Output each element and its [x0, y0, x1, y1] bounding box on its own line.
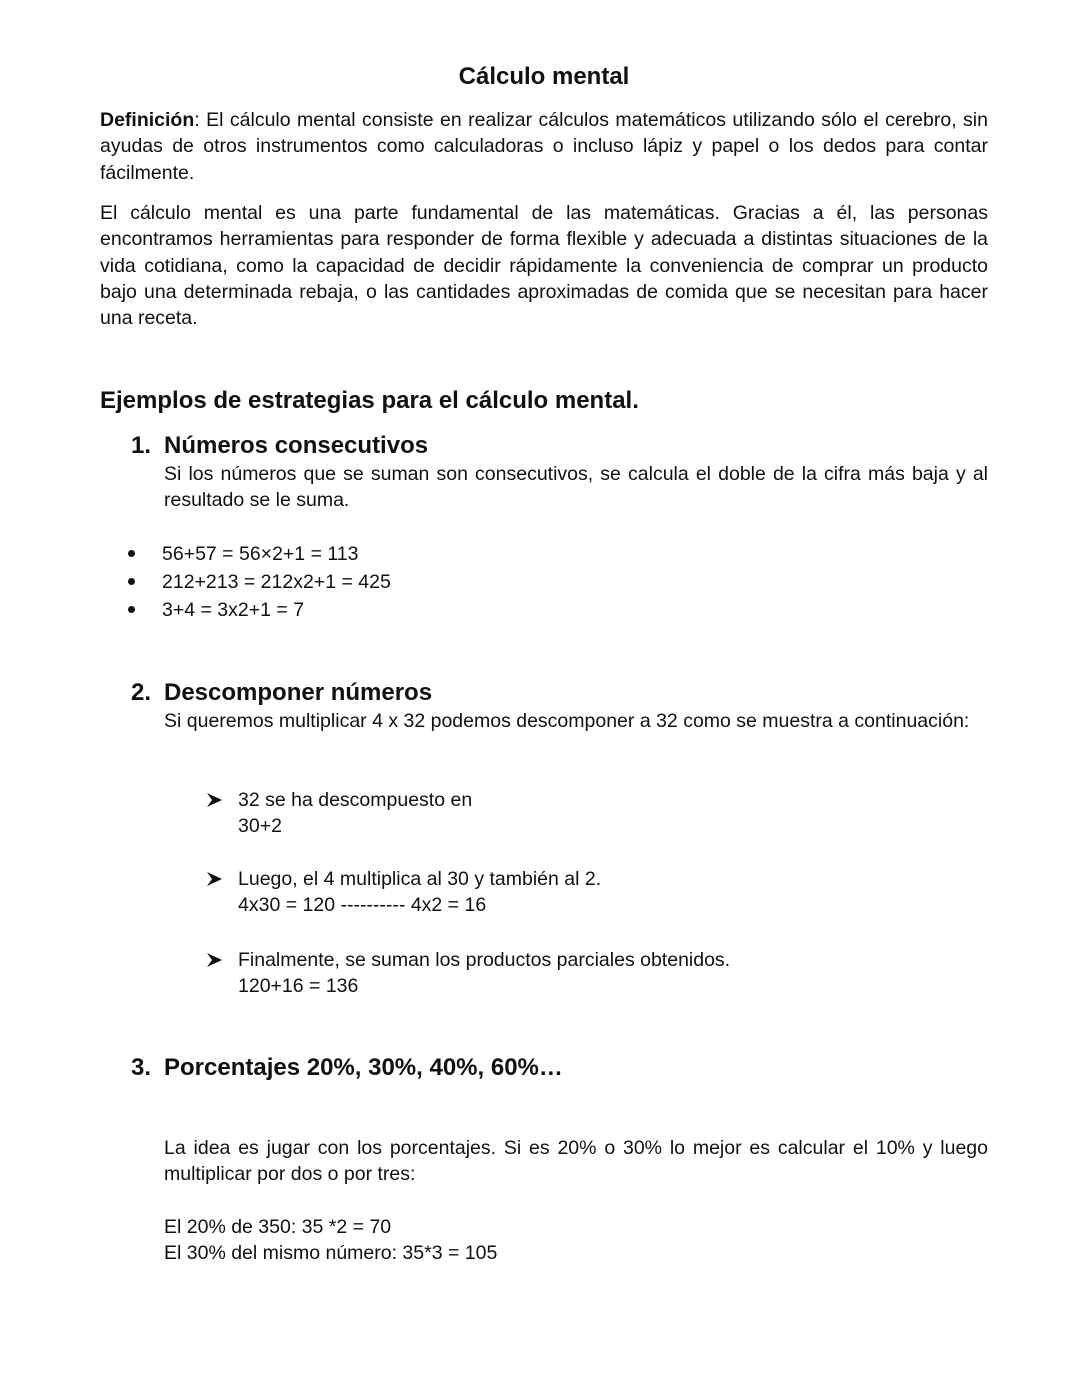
step-text: Finalmente, se suman los productos parciales obtenidos.	[238, 949, 731, 971]
step-item	[205, 787, 472, 840]
bullet-icon	[128, 606, 135, 613]
section-2-description: Si queremos multiplicar 4 x 32 podemos descomponer a 32 como se muestra a continuación:	[164, 710, 970, 732]
definition-text: : El cálculo mental consiste en realizar cálculos matemáticos utilizando sólo el cerebro, sin ayudas de otros instrumentos como calculadoras o incluso lápiz y papel o los dedos para contar fácilmente.	[100, 109, 988, 184]
step-item	[205, 866, 601, 919]
consecutive-examples-list	[128, 540, 391, 624]
example-text: 212+213 = 212x2+1 = 425	[162, 571, 391, 593]
example-text: 3+4 = 3x2+1 = 7	[162, 599, 305, 621]
strategies-heading: Ejemplos de estrategias para el cálculo mental.	[100, 387, 639, 414]
page-title: Cálculo mental	[458, 63, 630, 90]
step-math: 30+2	[238, 815, 282, 838]
percentage-example: El 20% de 350: 35 *2 = 70	[164, 1216, 392, 1238]
section-2-heading	[131, 678, 432, 708]
bullet-icon	[128, 550, 135, 557]
arrow-bullet-icon	[205, 870, 225, 888]
step-math: 120+16 = 136	[238, 975, 359, 998]
step-text: Luego, el 4 multiplica al 30 y también al 2.	[238, 868, 602, 890]
section-3-heading	[131, 1053, 563, 1083]
section-title: Porcentajes 20%, 30%, 40%, 60%…	[164, 1054, 563, 1081]
step-item	[205, 947, 730, 1000]
section-1-heading	[131, 431, 428, 461]
intro-paragraph: El cálculo mental es una parte fundamental de las matemáticas. Gracias a él, las personas encontramos herramientas para responder de forma flexible y adecuada a distintas situaciones de la vida cotidiana, como la capacidad de decidir rápidamente la conveniencia de comprar un producto bajo una determinada rebaja, o las cantidades aproximadas de comida que se necesitan para hacer una receta.	[100, 202, 988, 330]
section-title: Descomponer números	[164, 679, 433, 706]
list-item	[128, 540, 391, 568]
section-title: Números consecutivos	[164, 432, 429, 459]
arrow-bullet-icon	[205, 951, 225, 969]
percentage-example: El 30% del mismo número: 35*3 = 105	[164, 1242, 498, 1264]
bullet-icon	[128, 578, 135, 585]
section-number: 1.	[131, 432, 152, 459]
list-item	[128, 568, 391, 596]
definition-paragraph	[100, 107, 988, 186]
arrow-bullet-icon	[205, 791, 225, 809]
section-number: 3.	[131, 1054, 152, 1081]
step-text: 32 se ha descompuesto en	[238, 789, 473, 811]
example-text: 56+57 = 56×2+1 = 113	[162, 543, 359, 565]
section-number: 2.	[131, 679, 152, 706]
definition-label: Definición	[100, 109, 195, 131]
section-3-description: La idea es jugar con los porcentajes. Si es 20% o 30% lo mejor es calcular el 10% y luego multiplicar por dos o por tres:	[164, 1137, 988, 1186]
section-1-description: Si los números que se suman son consecutivos, se calcula el doble de la cifra más baja y al resultado se le suma.	[164, 463, 988, 512]
step-math: 4x30 = 120 ---------- 4x2 = 16	[238, 894, 487, 917]
list-item	[128, 596, 391, 624]
